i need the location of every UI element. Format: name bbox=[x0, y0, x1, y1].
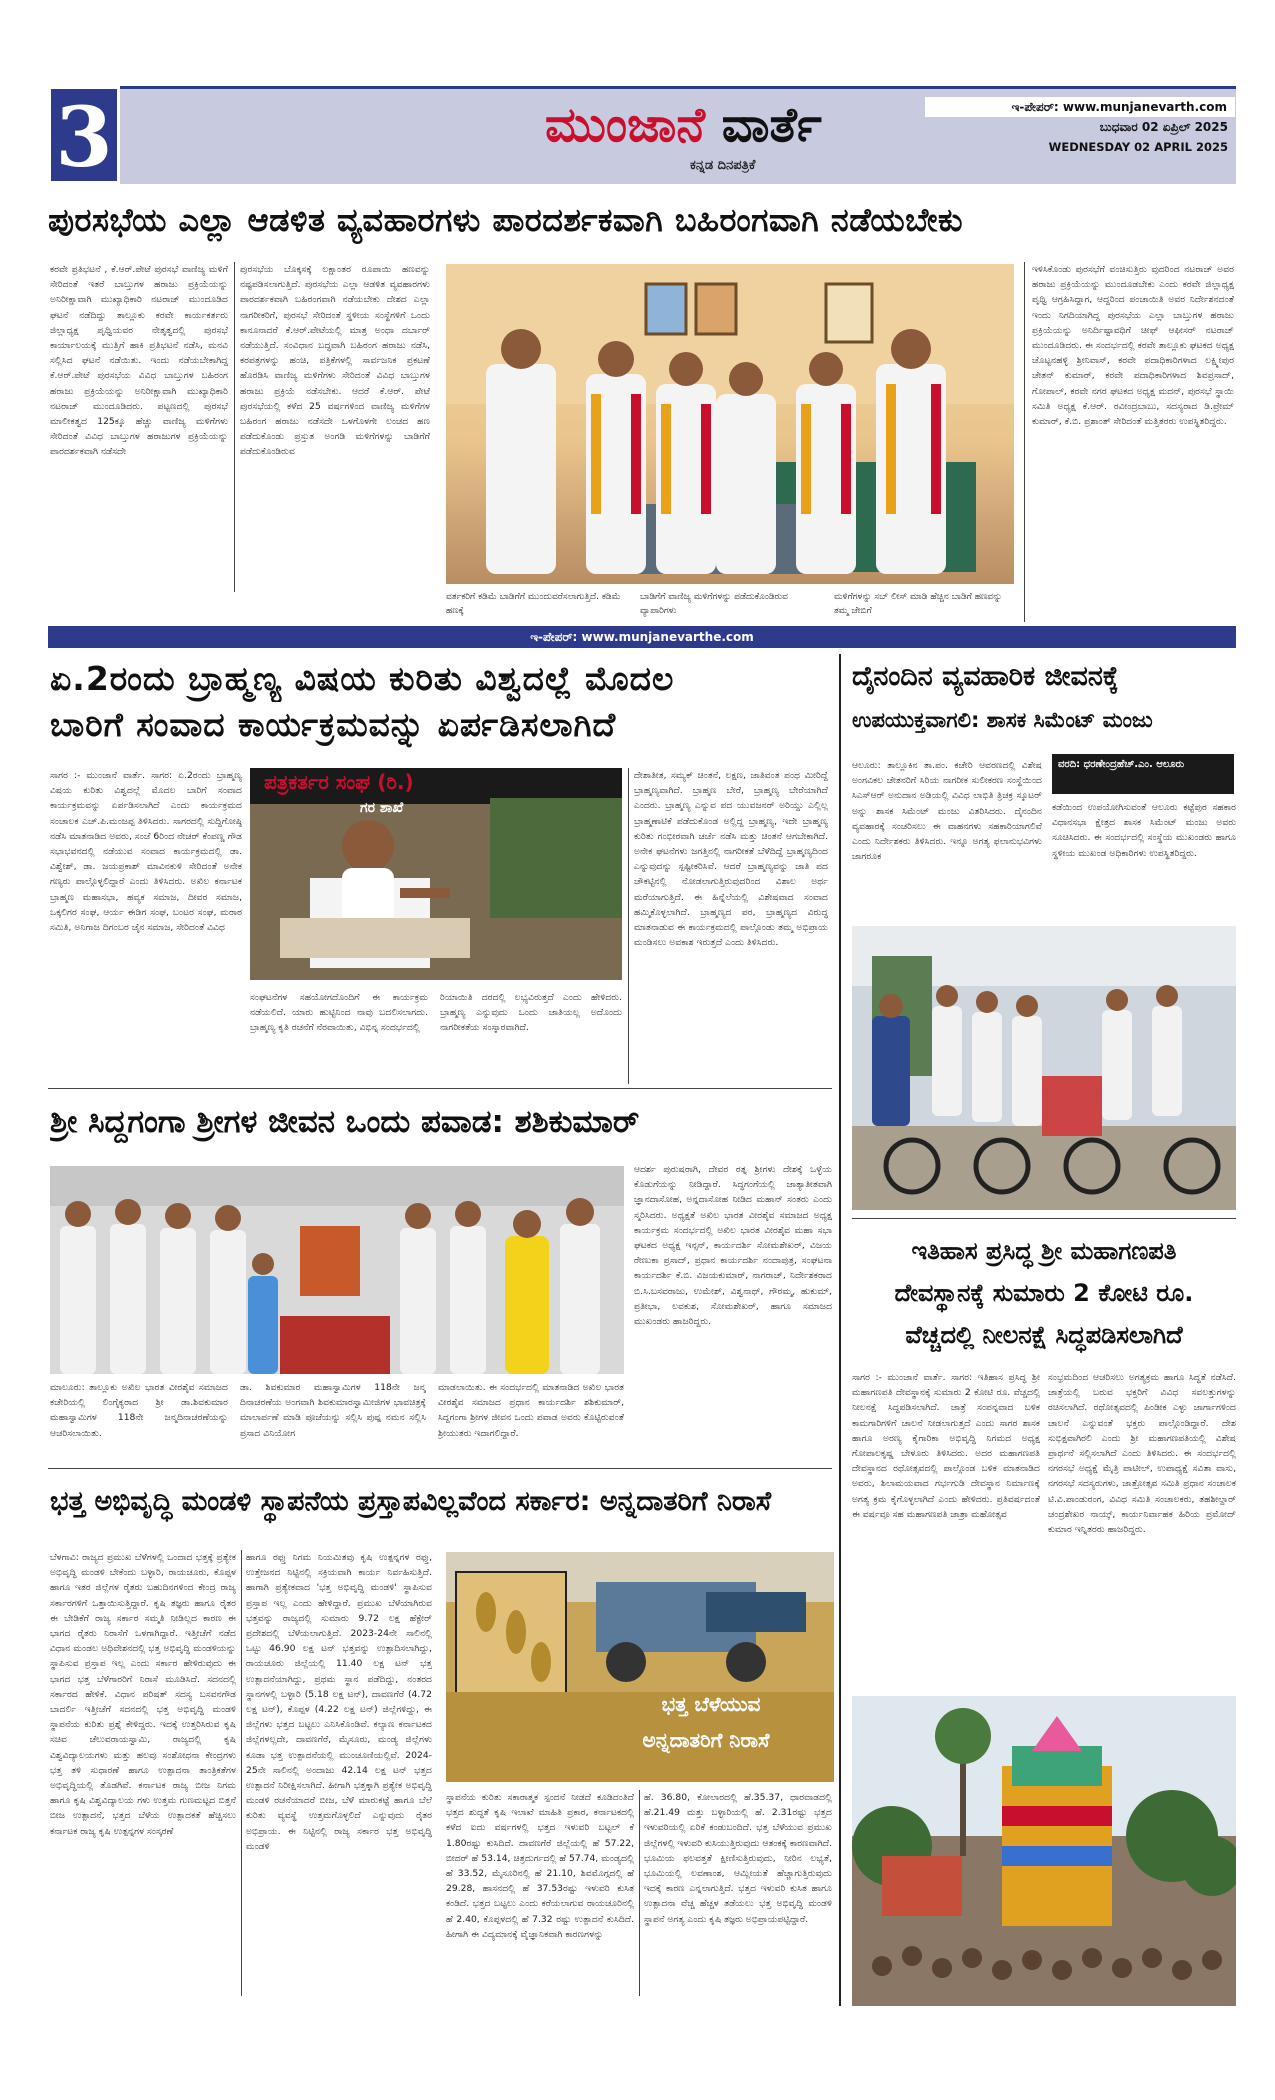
article5-col1: ಸಾಗರ :- ಮುಂಜಾನೆ ವಾರ್ತೆ. ಸಾಗರ: ಇತಿಹಾಸ ಪ್ರಸಿದ್ಧ ಶ್ರೀ ಮಹಾಗಣಪತಿ ದೇವಸ್ಥಾನಕ್ಕೆ ಸುಮಾರು 2 ಕೋಟಿ ರೂ. ವೆಚ್ಚದಲ್ಲಿ ನೀಲನಕ್ಷೆ ಸಿದ್ಧಪಡಿಸಲಾಗಿದೆ. ಜಾತ್ರೆ ಸಂಪನ್ನವಾದ ಬಳಿಕ ಕಾಮಗಾರಿಗಳಿಗೆ ಚಾಲನೆ ನೀಡಲಾಗುತ್ತದೆ ಎಂದು ಸಾಗರ ಶಾಸಕ ಹಾಗೂ ಅರಣ್ಯ ಕೈಗಾರಿಕಾ ಅಭಿವೃದ್ಧಿ ನಿಗಮದ ಅಧ್ಯಕ್ಷ ಗೋಪಾಲಕೃಷ್ಣ ಬೇಳೂರು ತಿಳಿಸಿದರು. ಅದರ ಮಹಾಗಣಪತಿ ದೇವಸ್ಥಾನದ ರಥೋತ್ಸವದಲ್ಲಿ ಪಾಲ್ಗೊಂಡ ಬಳಿಕ ಮಾತನಾಡಿದ ಅವರು, ಶಿಲಾಮಯವಾದ ಗರ್ಭಗುಡಿ ದೇವಸ್ಥಾನ ನಿರ್ಮಾಣಕ್ಕೆ ಅಗತ್ಯ ಕ್ರಮ ಕೈಗೊಳ್ಳಲಾಗಿದೆ ಎಂದು ಹೇಳಿದರು. ಪ್ರತಿವರ್ಷದಂತೆ ಈ ವರ್ಷವೂ ಸಹ ಮಹಾಗಣಪತಿ ಜಾತ್ರಾ ಮಹೋತ್ಸವ bbox=[852, 1372, 1040, 1520]
article3-photo-illustration bbox=[852, 926, 1236, 1210]
article6-col1: ಬೆಳಗಾವಿ: ರಾಜ್ಯದ ಪ್ರಮುಖ ಬೆಳೆಗಳಲ್ಲಿ ಒಂದಾದ ಭತ್ತಕ್ಕೆ ಪ್ರತ್ಯೇಕ ಅಭಿವೃದ್ಧಿ ಮಂಡಳಿ ಬೇಕೆಂದು ಬಳ್ಳಾರಿ, ರಾಯಚೂರು, ಕೊಪ್ಪಳ ಹಾಗೂ ಇತರ ಜಿಲ್ಲೆಗಳ ರೈತರು ಬಹುದಿನಗಳಿಂದ ಕೇಂದ್ರ ರಾಜ್ಯ ಸರ್ಕಾರಗಳಿಗೆ ಒತ್ತಾಯಿಸುತ್ತಿದ್ದಾರೆ. ಕೃಷಿ ತಜ್ಞರು ಹಾಗೂ ರೈತರ ಈ ಬೇಡಿಕೆಗೆ ರಾಜ್ಯ ಸರ್ಕಾರ ಸಮ್ಮತಿ ನೀಡಿಲ್ಲದ ಕಾರಣ ಈ ಭಾಗದ ರೈತರು ನಿರಾಸೆಗೆ ಒಳಗಾಗಿದ್ದಾರೆ. ಇತ್ತೀಚೆಗೆ ನಡೆದ ವಿಧಾನ ಮಂಡಲ ಅಧಿವೇಶನದಲ್ಲಿ ಭತ್ತ ಅಭಿವೃದ್ಧಿ ಮಂಡಳಿಯನ್ನು ಸ್ಥಾಪಿಸುವ ಪ್ರಸ್ತಾಪ ಇಲ್ಲ ಎಂದು ಸರ್ಕಾರ ಹೇಳಿರುವುದು ಈ ಭಾಗದ ಭತ್ತ ಬೆಳೆಗಾರರಿಗೆ ನಿರಾಸೆ ಮೂಡಿಸಿದೆ. ಸದನದಲ್ಲಿ ಸರ್ಕಾರದ ಹೇಳಿಕೆ. ವಿಧಾನ ಪರಿಷತ್ ಸದಸ್ಯ ಬಸವನಗೌಡ ಬಾದರ್ಲಿ ಇತ್ತೀಚೆಗೆ ಸದನದಲ್ಲಿ ಭತ್ತ ಅಭಿವೃದ್ಧಿ ಮಂಡಳಿ ಸ್ಥಾಪನೆಯ ಕುರಿತು ಪ್ರಶ್ನೆ ಕೇಳಿದ್ದರು. ಇದಕ್ಕೆ ಉತ್ತರಿಸಿರುವ ಕೃಷಿ ಸಚಿವ ಚೆಲುವರಾಯಸ್ವಾಮಿ, ರಾಜ್ಯದಲ್ಲಿ ಕೃಷಿ ವಿಶ್ವವಿದ್ಯಾಲಯಗಳು ಮತ್ತು ಹಲವು ಸಂಶೋಧನಾ ಕೇಂದ್ರಗಳು ಭತ್ತ ತಳಿ ಸುಧಾರಣೆ ಹಾಗೂ ಉತ್ಪಾದನಾ ತಾಂತ್ರಿಕತೆಗಳ ಅಭಿವೃದ್ಧಿಯಲ್ಲಿ ತೊಡಗಿವೆ. ಕರ್ನಾಟಕ ರಾಜ್ಯ ಬೀಜ ನಿಗಮ ಹಾಗೂ ಕೃಷಿ ವಿಶ್ವವಿದ್ಯಾಲಯ ಗಳು ಉತ್ತಮ ಗುಣಮಟ್ಟದ ಬಿತ್ತನೆ ಬೀಜ ಉತ್ಪಾದನೆ, ಭತ್ತದ ಬೆಳೆಯ ಉತ್ಪಾದಕತೆ ಹೆಚ್ಚಿಸಲು ಕರ್ನಾಟಕ ರಾಜ್ಯ ಕೃಷಿ ಉತ್ಪನ್ನಗಳ ಸಂಸ್ಕರಣೆ bbox=[50, 1552, 236, 1837]
article5-photo bbox=[852, 1696, 1236, 2006]
article2-col1: ಸಾಗರ :- ಮುಂಜಾನೆ ವಾರ್ತೆ. ಸಾಗರ: ಏ.2ರಂದು ಬ್ರಾಹ್ಮಣ್ಯ ವಿಷಯ ಕುರಿತು ವಿಶ್ವದಲ್ಲೆ ಮೊದಲ ಬಾರಿಗೆ ಸಂವಾದ ಕಾರ್ಯಕ್ರಮವನ್ನು ಏರ್ಪಡಿಸಲಾಗಿದೆ ಎಂದು ಕಾರ್ಯಕ್ರಮದ ಸಂಚಾಲಕ ಎಚ್.ಪಿ.ಮಂಜಪ್ಪ ತಿಳಿಸಿದರು. ಸಾಗರದಲ್ಲಿ ಸುದ್ದಿಗೋಷ್ಠಿ ನಡೆಸಿ ಮಾತನಾಡಿದ ಅವರು, ಸಂಜೆ 6ರಿಂದ ನೇಚರ್ ಕೆಂಪಣ್ಣ ಗೌಡ ಸಭಾಭವನದಲ್ಲಿ ನಡೆಯುವ ಸಂವಾದ ಕಾರ್ಯಕ್ರಮದಲ್ಲಿ ಡಾ. ವಿಶ್ವೇಶ್, ಡಾ. ಜಯಪ್ರಕಾಶ್ ಮಾವಿನಕುಳಿ ಸೇರಿದಂತೆ ಅನೇಕ ಗಣ್ಯರು ಪಾಲ್ಗೊಳ್ಳಲಿದ್ದಾರೆ ಎಂದು ತಿಳಿಸಿದರು. ಅಖಿಲ ಕರ್ನಾಟಕ ಬ್ರಾಹ್ಮಣ ಮಹಾಸಭಾ, ಹವ್ಯಕ ಸಮಾಜ, ದೀವರ ಸಮಾಜ, ಒಕ್ಕಲಿಗರ ಸಂಘ, ಆರ್ಯ ಈಡಿಗ ಸಂಘ, ಬಂಟರ ಸಂಘ, ಮರಾಠ ಸಮಿತಿ, ಅನಿಗಾಜ ದಿಗಂಬರ ಜೈನ ಸಮಾಜ, ಸೇರಿದಂತೆ ವಿವಿಧ bbox=[50, 770, 242, 934]
section-rule bbox=[48, 1468, 832, 1469]
article4-photo-illustration bbox=[50, 1166, 624, 1374]
article2-headline-line2: ಬಾರಿಗೆ ಸಂವಾದ ಕಾರ್ಯಕ್ರಮವನ್ನು ಏರ್ಪಡಿಸಲಾಗಿದೆ bbox=[50, 705, 617, 744]
article6-col3: ಸ್ಥಾಪನೆಯ ಕುರಿತು ಸಕಾರಾತ್ಮಕ ಸ್ಪಂದನೆ ನೀಡದೆ ಕೂಡಿದಂತಿದೆ ಭತ್ತದ ಶುದ್ಧತೆ ಕೃಷಿ ಇಲಾಖೆ ಮಾಹಿತಿ ಪ್ರಕಾರ, ಕರ್ನಾಟಕದಲ್ಲಿ ಕಳೆದ ಐದು ವರ್ಷಗಳಲ್ಲಿ ಭತ್ತದ ಇಳುವರಿ ಬಟ್ಟಲ್ ಕೆ 1.80ರಷ್ಟು ಕುಸಿದಿದೆ. ದಾವಣಗೆರೆ ಜಿಲ್ಲೆಯಲ್ಲಿ ಹೆ 57.22, ಬೀದರ್ ಹೆ 53.14, ಚಿತ್ರದುರ್ಗದಲ್ಲಿ ಹೆ 57.74, ಮಂಡ್ಯದಲ್ಲಿ ಹೆ 33.52, ಮೈಸೂರಿನಲ್ಲಿ ಹೆ 21.10, ಶಿವಮೊಗ್ಗದಲ್ಲಿ ಹೆ 29.28, ಹಾಸನದಲ್ಲಿ ಹೆ 37.53ರಷ್ಟು ಇಳುವರಿ ಕುಸಿತ ಕಂಡಿದೆ. ಭತ್ತದ ಬಟ್ಟಲು ಎಂದು ಕರೆಯಲಾಗುವ ರಾಯಚೂರಿನಲ್ಲಿ ಹೆ 2.40, ಕೊಪ್ಪಳದಲ್ಲಿ ಹೆ 7.32 ರಷ್ಟು ಉತ್ಪಾದನೆ ಕುಸಿದಿದೆ. ಹೀಗಾಗಿ ಈ ವಿದ್ಯಮಾನಕ್ಕೆ ವೈಜ್ಞಾನಿಕವಾಗಿ ಕಾರಣಗಳನ್ನು bbox=[446, 1792, 634, 1940]
epaper-bar-label: ಇ-ಪೇಪರ್: bbox=[530, 630, 578, 644]
article6-photo-text2: ಅನ್ನದಾತರಿಗೆ ನಿರಾಸೆ bbox=[642, 1728, 770, 1752]
column-divider bbox=[241, 1550, 242, 1996]
article4-col3: ಮಾಡಲಾಯಿತು. ಈ ಸಂದರ್ಭದಲ್ಲಿ ಮಾತನಾಡಿದ ಅಖಿಲ ಭಾರತ ವೀರಶೈವ ಸಮಾಜದ ಪ್ರಧಾನ ಕಾರ್ಯದರ್ಶಿ ಶಶಿಕುಮಾರ್, ಸಿದ್ದಗಂಗಾ ಶ್ರೀಗಳ ಜೀವನ ಒಂದು ಪವಾಡ ಅವರು ಕೊಟ್ಟಿರುವಂತೆ ಶ್ರೀಯುತರು ಇದಾಗಲಿದ್ದಾರೆ. bbox=[438, 1382, 624, 1439]
article1-caption-2: ಬಾಡಿಗೆಗೆ ವಾಣಿಜ್ಯ ಮಳಿಗೆಗಳನ್ನು ಪಡೆದುಕೊಂಡಿರುವ ವ್ಯಾಪಾರಿಗಳು bbox=[640, 592, 788, 616]
article6-headline: ಭತ್ತ ಅಭಿವೃದ್ಧಿ ಮಂಡಳಿ ಸ್ಥಾಪನೆಯ ಪ್ರಸ್ತಾಪವಿಲ್ಲವೆಂದ ಸರ್ಕಾರ: ಅನ್ನದಾತರಿಗೆ ನಿರಾಸೆ bbox=[50, 1486, 772, 1517]
article3-col2: ಕಡೆಯಿಂದ ಉಪಯೋಗಿಸುವಂತೆ ಆಲೂರು ಕಟ್ಟೆಪುರ ಸಹಕಾರ ವಿಧಾನಸಭಾ ಕ್ಷೇತ್ರದ ಶಾಸಕ ಸಿಮೆಂಟ್ ಮಂಜು ಅವರು ಸೂಚಿಸಿದರು. ಈ ಸಂದರ್ಭದಲ್ಲಿ ಸಂಸ್ಥೆಯ ಮುಖಂಡರು ಹಾಗೂ ಸ್ಥಳೀಯ ಮುಖಂಡ ಅಧಿಕಾರಿಗಳು ಉಪಸ್ಥಿತರಿದ್ದರು. bbox=[1052, 802, 1236, 859]
article3-byline: ವರದಿ: ಧರಣೇಂದ್ರಹೆಚ್.ಎಂ. ಆಲೂರು bbox=[1052, 754, 1234, 794]
article2-col4: ದೇಶಾತೀತ, ಸಮ್ಯಕ್ ಚಿಂತನೆ, ಲಕ್ಷಣ, ಜಾತಿವಂತ ಪಂಥ ಮೀರಿದ್ದೆ ಬ್ರಾಹ್ಮಣ್ಯವಾಗಿದೆ. ಬ್ರಾಹ್ಮಣ ಬೇರೆ, ಬ್ರಾಹ್ಮಣ್ಯ ಬೇರೆಯಾಗಿದೆ ಎಂದರು. ಬ್ರಾಹ್ಮಣ್ಯ ಎನ್ನುವ ಪದ ಯುವಜನರ್ ಅರಿಯ್ದು ಎಲ್ಲಿಲ್ಲ ಬ್ರಾಹ್ಮಣಾಟಿಕೆ ಪಡೆದುಕೊಂಡ ಅಲ್ಲಿದ್ದ ಬ್ರಾಹ್ಮಣ್ಯ, ಇದೇ ಬ್ರಾಹ್ಮಣ್ಯ ಕುರಿತು ಗಂಭೀರವಾಗಿ ಚರ್ಚೆ ನಡೆಸಿ ಮತ್ತು ಚಿಂತನೆ ಆಗಬೇಕಾಗಿದೆ. ಅನೇಕ ಘಟನೆಗಳು ಜಗತ್ತಿನಲ್ಲಿ ನಾಗರೀಕತೆ ಬೆಳೆದಿದ್ದೆ ಬ್ರಾಹ್ಮಣ್ಯದಿಂದ ಎನ್ನುವುದನ್ನು ಸ್ಪಷ್ಟೀಕರಿಸಿವೆ. ಆದರೆ ಬ್ರಾಹ್ಮಣ್ಯವನ್ನು ಜಾತಿ ಪದ ಚೌಕಟ್ಟಿನಲ್ಲಿ ನೋಡಲಾಗುತ್ತಿರುವುದರಿಂದ ವಿಶಾಲ ಅರ್ಥ ಮರೆಯಾಗುತ್ತಿದೆ. ಈ ಹಿನ್ನೆಲೆಯಲ್ಲಿ ವಿಶೇಷವಾದ ಸಂವಾದ ಹಮ್ಮಿಕೊಳ್ಳಲಾಗಿದೆ. ಬ್ರಾಹ್ಮಣ್ಯದ ಪರ, ಬ್ರಾಹ್ಮಣ್ಯದ ವಿರುದ್ಧ ಮಾತನಾಡುವ ಈ ಕಾರ್ಯಕ್ರಮದಲ್ಲಿ ಪಾಲ್ಗೊಂಡು ತಮ್ಮ ಅಭಿಪ್ರಾಯ ಮಂಡಿಸಲು ಅವಕಾಶ ಇರುತ್ತದೆ ಎಂದು ತಿಳಿಸಿದರು. bbox=[634, 770, 828, 949]
article1-headline: ಪುರಸಭೆಯ ಎಲ್ಲಾ ಆಡಳಿತ ವ್ಯವಹಾರಗಳು ಪಾರದರ್ಶಕವಾಗಿ ಬಹಿರಂಗವಾಗಿ ನಡೆಯಬೇಕು bbox=[48, 201, 964, 239]
article3-col1: ಆಲೂರು: ತಾಲ್ಲೂಕಿನ ತಾ.ಪಂ. ಕಚೇರಿ ಆವರಣದಲ್ಲಿ ವಿಶೇಷ ಅಂಗವಿಕಲ ಚೇತನರಿಗೆ ಸಿರಿಯ ನಾಗರೀಕ ಸುಲೀಕರಣ ಸಂಸ್ಥೆಯಿಂದ ಸಿಎಸ್‌ಆರ್ ಅನುದಾನ ಅಡಿಯಲ್ಲಿ ವಿವಿಧ ಲಾಭಿತಿ ತ್ರಿಚಕ್ರ ಸ್ಕೂಟರ್ ಅನ್ನು ಶಾಸಕ ಸಿಮೆಂಟ್ ಮಂಜು ವಿತರಿಸಿದರು. ದೈನಂದಿನ ವ್ಯವಹಾರಕ್ಕೆ ಸಂಚರಿಸಲು ಈ ವಾಹನಗಳು ಸಹಕಾರಿಯಾಗಲಿವೆ ಎಂದು ನಿರ್ದೇಶಕರು ತಿಳಿಸಿದರು. ಇನ್ನೂ ಅಗತ್ಯ ಫಲಾನುಭವಿಗಳು ಜಾಗರೂಕ bbox=[852, 760, 1042, 863]
masthead-epaper-label: ಇ-ಪೇಪರ್: bbox=[1011, 100, 1059, 114]
masthead-title-part1: ಮುಂಜಾನೆ bbox=[545, 97, 705, 153]
article1-photo bbox=[446, 264, 1014, 584]
article3-photo bbox=[852, 926, 1236, 1210]
masthead-epaper bbox=[925, 97, 1235, 117]
article4-col1: ಮಾಲೂರು: ತಾಲ್ಲೂಕು ಅಖಿಲ ಭಾರತ ವೀರಶೈವ ಸಮಾಜದ ಕಚೇರಿಯಲ್ಲಿ ಲಿಂಗೈಕ್ಯರಾದ ಶ್ರೀ ಡಾ.ಶಿವಕುಮಾರ ಮಹಾಸ್ವಾಮಿಗಳ 118ನೇ ಜನ್ಮದಿನಾಚರಣೆಯನ್ನು ಆಚರಿಸಲಾಯಿತು. bbox=[50, 1382, 228, 1439]
article4-col2: ಡಾ. ಶಿವಕುಮಾರ ಮಹಾಸ್ವಾಮಿಗಳ 118ನೇ ಜನ್ಮ ದಿನಾಚರಣೆಯ ಅಂಗವಾಗಿ ಶಿವಕುಮಾರಸ್ವಾಮೀಜಿಗಳ ಭಾವಚಿತ್ರಕ್ಕೆ ಮಾಲಾರ್ಪಣೆ ಮಾಡಿ ಪೂಜೆಯನ್ನು ಸಲ್ಲಿಸಿ ಪುಷ್ಪ ನಮನ ಸಲ್ಲಿಸಿ ಪ್ರಸಾದ ವಿನಿಯೋಗ bbox=[240, 1382, 426, 1439]
article1-photo-illustration bbox=[446, 264, 1014, 584]
article1-col1: ಕರವೇ ಪ್ರತಿಭಟನೆ , ಕೆ.ಆರ್.ಪೇಟೆ ಪುರಸಭೆ ವಾಣಿಜ್ಯ ಮಳಿಗೆ ಸೇರಿದಂತೆ ಇತರೆ ಬಾಬ್ತುಗಳ ಹರಾಜು ಪ್ರಕ್ರಿಯೆಯನ್ನು ಅನಿರೀಕ್ಷಾವಾಗಿ ಮುಖ್ಯಾಧಿಕಾರಿ ನಟರಾಜ್ ಮುಂದೂಡಿದ ಘಟನೆ ನಡೆದಿದ್ದು ತಾಲ್ಲೂಕು ಕರವೇ ಕಾರ್ಯಕರ್ತರು ಜಿಲ್ಲಾಧ್ಯಕ್ಷ ಪೃಥ್ವಿಯವರ ನೇತೃತ್ವದಲ್ಲಿ ಪುರಸಭೆ ಕಾರ್ಯಾಲಯಕ್ಕೆ ಮುತ್ತಿಗೆ ಹಾಕಿ ಪ್ರತಿಭಟನೆ ನಡೆಸಿ, ಮನವಿ ಸಲ್ಲಿಸಿದ ಘಟನೆ ನಡೆಯಿತು. ಇಂದು ನಡೆಯಬೇಕಾಗಿದ್ದ ಕೆ.ಆರ್.ಪೇಟೆ ಪುರಸಭೆಯ ವಿವಿಧ ಬಾಬ್ತುಗಳ ಬಹಿರಂಗ ಹರಾಜು ಪ್ರಕ್ರಿಯೆಯನ್ನು ಅನಿರೀಕ್ಷಾವಾಗಿ ಮುಖ್ಯಾಧಿಕಾರಿ ನಟರಾಜ್ ಮುಂದೂಡಿದರು. ಪಟ್ಟಣದಲ್ಲಿ ಪುರಸಭೆ ಮಾಲೀಕತ್ವದ 125ಕ್ಕೂ ಹೆಚ್ಚು ವಾಣಿಜ್ಯ ಮಳಿಗೆಗಳು ಸೇರಿದಂತೆ ವಿವಿಧ ಬಾಬ್ತುಗಳ ಹರಾಜುಗಳ ಪ್ರಕ್ರಿಯೆಯನ್ನು ಪಾರದರ್ಶಕವಾಗಿ ನಡೆಸದೇ bbox=[50, 264, 228, 458]
article6-col2: ಹಾಗೂ ರಫ್ತು ನಿಗಮ ನಿಯಮಿತವು ಕೃಷಿ ಉತ್ಪನ್ನಗಳ ರಫ್ತು, ಉತ್ತೇಜನದ ನಿಟ್ಟಿನಲ್ಲಿ ಸಕ್ರಿಯವಾಗಿ ಕಾರ್ಯ ನಿರ್ವಹಿಸುತ್ತಿದೆ. ಹಾಗಾಗಿ ಪ್ರತ್ಯೇಕವಾದ 'ಭತ್ತ ಅಭಿವೃದ್ಧಿ ಮಂಡಳಿ' ಸ್ಥಾಪಿಸುವ ಪ್ರಸ್ತಾಪ ಇಲ್ಲ ಎಂದು ಹೇಳಿದ್ದಾರೆ. ಪ್ರಮುಖ ಬೆಳೆಯಾಗಿರುವ ಭತ್ತವನ್ನು ರಾಜ್ಯದಲ್ಲಿ ಸುಮಾರು 9.72 ಲಕ್ಷ ಹೆಕ್ಟೇರ್ ಪ್ರದೇಶದಲ್ಲಿ ಬೆಳೆಯಲಾಗುತ್ತಿದೆ. 2023-24ನೇ ಸಾಲಿನಲ್ಲಿ ಒಟ್ಟು 46.90 ಲಕ್ಷ ಟನ್ ಭತ್ತವನ್ನು ಉತ್ಪಾದಿಸಲಾಗಿದ್ದು, ರಾಯಚೂರು ಜಿಲ್ಲೆಯಲ್ಲಿ 11.40 ಲಕ್ಷ ಟನ್ ಭತ್ತ ಉತ್ಪಾದನೆಯಾಗಿದ್ದು, ಪ್ರಥಮ ಸ್ಥಾನ ಪಡೆದಿದ್ದು, ನಂತರದ ಸ್ಥಾನಗಳಲ್ಲಿ ಬಳ್ಳಾರಿ (5.18 ಲಕ್ಷ ಟನ್), ದಾವಣಗೆರೆ (4.72 ಲಕ್ಷ ಟನ್), ಕೊಪ್ಪಳ (4.22 ಲಕ್ಷ ಟನ್) ಜಿಲ್ಲೆಗಳಿದ್ದು, ಈ ಜಿಲ್ಲೆಗಳು ಭತ್ತದ ಬಟ್ಟಲು ಎನಿಸಿಕೊಂಡಿವೆ. ಕಲ್ಯಾಣ ಕರ್ನಾಟಕದ ಜಿಲ್ಲೆಗಳಲ್ಲದೇ, ದಾವಣಗೆರೆ, ಮೈಸೂರು, ಮಂಡ್ಯ ಜಿಲ್ಲೆಗಳು ಕೂಡಾ ಭತ್ತ ಉತ್ಪಾದನೆಯಲ್ಲಿ ಮುಂಚೂಣಿಯಲ್ಲಿವೆ. 2024-25ನೇ ಸಾಲಿನಲ್ಲಿ ಅಂದಾಜು 42.14 ಲಕ್ಷ ಟನ್ ಭತ್ತದ ಉತ್ಪಾದನೆ ನಿರೀಕ್ಷಿಸಲಾಗಿದೆ. ಹೀಗಾಗಿ ಭತ್ತಕ್ಕಾಗಿ ಪ್ರತ್ಯೇಕ ಅಭಿವೃದ್ಧಿ ಮಂಡಳಿ ರಚನೆಯಾದರೆ ಬೀಜ, ಬೆಳೆ ಮಾರುಕಟ್ಟೆ ಹಾಗೂ ಬೆಲೆ ಕುರಿತು ವ್ಯವಸ್ಥೆ ಉತ್ತಮಗೊಳ್ಳಲಿದೆ ಎನ್ನುವುದು ರೈತರ ಅಭಿಪ್ರಾಯ. ಈ ನಿಟ್ಟಿನಲ್ಲಿ ರಾಜ್ಯ ಸರ್ಕಾರ ಭತ್ತ ಅಭಿವೃದ್ಧಿ ಮಂಡಳಿ bbox=[246, 1552, 432, 1852]
article5-photo-illustration bbox=[852, 1696, 1236, 2006]
column-divider bbox=[1024, 262, 1025, 622]
article1-caption-3: ಮಳಿಗೆಗಳನ್ನು ಸಬ್ ಲೀಸ್ ಮಾಡಿ ಹೆಚ್ಚಿನ ಬಾಡಿಗೆ ಹಣವನ್ನು ತಮ್ಮ ಜೇಬಿಗೆ bbox=[834, 592, 1003, 616]
article2-headline-line1: ಏ.2ರಂದು ಬ್ರಾಹ್ಮಣ್ಯ ವಿಷಯ ಕುರಿತು ವಿಶ್ವದಲ್ಲೆ ಮೊದಲ bbox=[50, 659, 675, 698]
masthead-subtitle: ಕನ್ನಡ ದಿನಪತ್ರಿಕೆ bbox=[690, 158, 756, 173]
masthead-date-kannada: ಬುಧವಾರ 02 ಏಪ್ರಿಲ್ 2025 bbox=[1099, 120, 1228, 134]
epaper-bar bbox=[48, 626, 1236, 648]
column-divider bbox=[628, 768, 629, 1084]
article6-photo bbox=[446, 1552, 834, 1782]
article5-headline-line3: ವೆಚ್ಚದಲ್ಲಿ ನೀಲನಕ್ಷೆ ಸಿದ್ಧಪಡಿಸಲಾಗಿದೆ bbox=[905, 1321, 1183, 1349]
article6-col4: ಹೆ. 36.80, ಕೋಲಾರದಲ್ಲಿ ಹೆ.35.37, ಧಾರವಾಡದಲ್ಲಿ ಹೆ.21.49 ಮತ್ತು ಬಳ್ಳಾರಿಯಲ್ಲಿ ಹೆ. 2.31ರಷ್ಟು ಭತ್ತದ ಇಳುವರಿಯಲ್ಲಿ ಏರಿಕೆ ಕಂಡುಬಂದಿದೆ. ಭತ್ತ ಬೆಳೆಯುವ ಪ್ರಮುಖ ಜಿಲ್ಲೆಗಳಲ್ಲಿ ಇಳುವರಿ ಕುಸಿಯುತ್ತಿರುವುದು ಆತಂಕಕ್ಕೆ ಕಾರಣವಾಗಿದೆ. ಭೂಮಿಯ ಫಲವತ್ತತೆ ಕ್ಷೀಣಿಸುತ್ತಿರುವುದು, ನೀರಿನ ಲಭ್ಯತೆ, ಭೂಮಿಯಲ್ಲಿ ಲವಣಾಂಶ, ಆಮ್ಲೀಯತೆ ಹೆಚ್ಚಾಗುತ್ತಿರುವುದು ಇದಕ್ಕೆ ಕಾರಣ ಎನ್ನಲಾಗುತ್ತಿದೆ. ಭತ್ತದ ಇಳುವರಿ ಕುಸಿತ ಹಾಗೂ ಉತ್ಪಾದನಾ ವೆಚ್ಚ ಹೆಚ್ಚಳ ತಡೆಯಲು ಭತ್ತ ಅಭಿವೃದ್ಧಿ ಮಂಡಳಿ ಸ್ಥಾಪನೆ ಅಗತ್ಯ ಎಂದು ಕೃಷಿ ತಜ್ಞರು ಅಭಿಪ್ರಾಯಪಟ್ಟಿದ್ದಾರೆ. bbox=[644, 1792, 832, 1925]
article2-col2: ಸಂಘಟನೆಗಳ ಸಹಯೋಗದೊಂದಿಗೆ ಈ ಕಾರ್ಯಕ್ರಮ ನಡೆಯಲಿದೆ. ಯಾರು ಹುಟ್ಟಿನಿಂದ ನಾವು ಬದಲಿಸಲಾಗದು. ಬ್ರಾಹ್ಮಣ್ಯ ಕೃತಿ ರಚನೆಗೆ ನೆರವಾಯಿತು, ವಿಭಿನ್ನ ಸಂದರ್ಭದಲ್ಲಿ bbox=[250, 992, 428, 1034]
masthead-title bbox=[545, 90, 905, 160]
article2-photo-banner2: ಗರ ಶಾಖೆ bbox=[360, 800, 404, 816]
masthead-epaper-url[interactable]: www.munjanevarth.com bbox=[1062, 100, 1227, 114]
article6-photo-text1: ಭತ್ತ ಬೆಳೆಯುವ bbox=[661, 1692, 761, 1716]
article4-photo bbox=[50, 1166, 624, 1374]
article4-col-right: ಆದರ್ಶ ಪುರುಷರಾಗಿ, ದೇವರ ರತ್ನ ಶ್ರೀಗಳು ದೇಶಕ್ಕೆ ಒಳ್ಳೆಯ ಕೊಡುಗೆಯನ್ನು ನೀಡಿದ್ದಾರೆ. ಸಿದ್ಧಗಂಗೆಯಲ್ಲಿ ಜಾತ್ಯಾತೀತವಾಗಿ ಜ್ಞಾನದಾಸೋಹ, ಅನ್ನದಾಸೋಹ ನೀಡಿದ ಮಹಾನ್ ಸಂತರು ಎಂದು ಸ್ಮರಿಸಿದರು. ಅಧ್ಯಕ್ಷತೆ ಅಖಿಲ ಭಾರತ ವೀರಶೈವ ಸಮಾಜದ ಅಧ್ಯಕ್ಷ ಕಾರ್ಯಕ್ರಮ ಸಂದರ್ಭದಲ್ಲಿ ಅಖಿಲ ಭಾರತ ವೀರಶೈವ ಮಹಾ ಸಭಾ ಘಟಕದ ಅಧ್ಯಕ್ಷ ಇನ್ಸನ್, ಕಾರ್ಯದರ್ಶಿ ಸೋಮಶೇಖರ್, ವಿಜಯ ರೇಣುಕಾ ಪ್ರಸಾದ್, ಪ್ರಧಾನ ಕಾರ್ಯದರ್ಶಿ ನಂದಾಪುತ್ರ, ಸಂಘಟನಾ ಕಾರ್ಯದರ್ಶಿ ಕೆ.ಬಿ. ವಿಜಯಕುಮಾರ್, ನಾಗರಾಜ್, ನಿರ್ದೇಶಕರಾದ ಬಿ.ಸಿ.ಬಸವರಾಜು, ಉಮೇಶ್, ವಿಶ್ವನಾಥ್, ಗೌರಮ್ಮ, ಹುಕುಮ್, ಪ್ರತೀಭಾ, ಲವಕುಶ, ಸೋಮಶೇಖರ್, ಹಾಗೂ ಸಮಾಜದ ಮುಖಂಡರು ಹಾಜರಿದ್ದರು. bbox=[634, 1164, 832, 1328]
article5-headline-line2: ದೇವಸ್ಥಾನಕ್ಕೆ ಸುಮಾರು 2 ಕೋಟಿ ರೂ. bbox=[894, 1279, 1194, 1307]
masthead-date-english: WEDNESDAY 02 APRIL 2025 bbox=[1048, 140, 1228, 154]
article1-caption-1: ವರ್ತಕರಿಗೆ ಕಡಿಮೆ ಬಾಡಿಗೆಗೆ ಮುಂದುವರೆಸಲಾಗುತ್ತಿದೆ. ಕಡಿಮೆ ಹಣಕ್ಕೆ bbox=[446, 592, 621, 616]
article2-photo-banner: ಪತ್ರಕರ್ತರ ಸಂಘ (ರಿ.) bbox=[264, 770, 414, 794]
article4-headline: ಶ್ರೀ ಸಿದ್ದಗಂಗಾ ಶ್ರೀಗಳ ಜೀವನ ಒಂದು ಪವಾಡ: ಶಶಿಕುಮಾರ್ bbox=[50, 1104, 640, 1140]
article1-col3: ಇಳಿಸಿಕೊಂಡು ಪುರಸಭೆಗೆ ವಂಚಿಸುತ್ತಿರು ವುದರಿಂದ ನಟರಾಜ್ ಅವರ ಹರಾಜು ಪ್ರಕ್ರಿಯೆಯನ್ನು ಮುಂದೂಡಬೇಕು ಎಂದು ಕರವೇ ಜಿಲ್ಲಾಧ್ಯಕ್ಷ ಪೃಥ್ವಿ ಆಗ್ರಹಿಸಿದ್ದಾಗ, ಆದ್ದರಿಂದ ಪಂಚಾಯಿತಿ ಅವರ ನಿರ್ದೇಶನದಂತೆ ಇಂದು ನಿಗದಿಯಾಗಿದ್ದ ಪುರಸಭೆಯ ಎಲ್ಲಾ ಬಾಬ್ತುಗಳ ಹರಾಜು ಪ್ರಕ್ರಿಯೆಯನ್ನು ಅನಿರ್ದಿಷ್ಟಾವಧಿಗೆ ಚೀಫ್ ಆಫೀಸರ್ ನಟರಾಜ್ ಮುಂದೂಡಿದರು. ಈ ಸಂದರ್ಭದಲ್ಲಿ ಕರವೇ ತಾಲ್ಲೂಕು ಘಟಕದ ಅಧ್ಯಕ್ಷ ಚೊಟ್ಟನಹಳ್ಳಿ ಶ್ರೀನಿವಾಸ್, ಕರವೇ ಪದಾಧಿಕಾರಿಗಳಾದ ಲಕ್ಷ್ಮೀಪುರ ಚೇತನ್ ಕುಮಾರ್, ಕರವೇ ಪದಾಧಿಕಾರಿಗಳಾದ ಶಿವಪ್ರಸಾದ್, ಗೋಪಾಲ್, ಕರವೇ ನಗರ ಘಟಕದ ಅಧ್ಯಕ್ಷ ಮದನ್, ಪುರಸಭೆ ಸ್ಥಾಯಿ ಸಮಿತಿ ಅಧ್ಯಕ್ಷ ಕೆ.ಆರ್. ರವೀಂದ್ರಬಾಬು, ಸದಸ್ಯರಾದ ಡಿ.ಪ್ರೇಮ್ ಕುಮಾರ್, ಕೆ.ಬಿ. ಪ್ರಶಾಂತ್ ಸೇರಿದಂತೆ ಮತ್ತಿತರರು ಉಪಸ್ಥಿತರಿದ್ದರು. bbox=[1032, 264, 1234, 428]
section-rule bbox=[852, 1218, 1236, 1219]
column-divider bbox=[234, 262, 235, 592]
section-divider bbox=[839, 654, 841, 2006]
epaper-bar-url[interactable]: www.munjanevarthe.com bbox=[581, 630, 754, 644]
masthead-title-part2: ವಾರ್ತೆ bbox=[721, 97, 822, 153]
article3-headline-line2: ಉಪಯುಕ್ತವಾಗಲಿ: ಶಾಸಕ ಸಿಮೆಂಟ್ ಮಂಜು bbox=[852, 708, 1153, 732]
section-rule bbox=[48, 1088, 832, 1089]
article2-photo bbox=[250, 768, 622, 980]
article5-col2: ಸಂಭ್ರಮದಿಂದ ಆಚರಿಸಲು ಅಗತ್ಯಕ್ರಮ ಹಾಗೂ ಸಿದ್ಧತೆ ನಡೆಸಿದೆ. ಜಾತ್ರೆಯಲ್ಲಿ ಬರುವ ಭಕ್ತರಿಗೆ ವಿವಿಧ ಸವಲತ್ತುಗಳನ್ನು ರಚಿಸಲಾಗಿದೆ. ರಥೋತ್ಸವದಲ್ಲಿ ಪಿಂಡೀಕ ಎಳ್ಳು ಜಾರ್ಗಾಗಳಿಂದ ಚಾಲನೆ ಎನ್ನುವಂತೆ ಭಕ್ತರು ಪಾಲ್ಗೊಂಡಿದ್ದಾರೆ. ದೇಶ ಸುಭಿಕ್ಷವಾಗಿರಲಿ ಎಂದು ಶ್ರೀ ಮಹಾಗಣಪತಿಯಲ್ಲಿ ವಿಶೇಷ ಪ್ರಾರ್ಥನೆ ಸಲ್ಲಿಸಲಾಗಿದೆ ಎಂದು ತಿಳಿಸಿದರು. ಈ ಸಂದರ್ಭದಲ್ಲಿ ನಗರಸಭೆ ಅಧ್ಯಕ್ಷೆ ಮೈತ್ರಿ ಪಾಟೀಲ್, ಉಪಾಧ್ಯಕ್ಷೆ ಸವಿತಾ ವಾಸು, ನಗರಸಭೆ ಸದಸ್ಯರುಗಳು, ಜಾತ್ರೋತ್ಸವ ಸಮಿತಿ ಪ್ರಧಾನ ಸಂಚಾಲಕ ಟಿ.ವಿ.ಪಾಂಡುರಂಗ, ವಿವಿಧ ಸಮಿತಿ ಸಂಚಾಲಕರು, ತಹಶೀಲ್ದಾರ್ ಚಂದ್ರಶೇಖರ ನಾಯ್ಕ್, ಕಾರ್ಯನಿರ್ವಾಹಕ ಹಿರಿಯ ಪ್ರಮೋದ್ ಕುಮಾರ ಇನ್ನಿತರರು ಹಾಜರಿದ್ದರು. bbox=[1048, 1372, 1236, 1536]
column-divider bbox=[639, 1790, 640, 1996]
article1-col2: ಪುರಸಭೆಯ ಬೊಕ್ಕಸಕ್ಕೆ ಲಕ್ಷಾಂತರ ರೂಪಾಯಿ ಹಣವನ್ನು ನಷ್ಟಪಡಿಸಲಾಗುತ್ತಿದೆ. ಪುರಸಭೆಯ ಎಲ್ಲಾ ಆಡಳಿತ ವ್ಯವಹಾರಗಳು ಪಾರದರ್ಶಕವಾಗಿ ಬಹಿರಂಗವಾಗಿ ನಡೆಯಬೇಕು ದೇಶದ ಎಲ್ಲಾ ನಾಗರೀಕರಿಗೆ, ಪುರಸಭೆ ಸೇರಿದಂತೆ ಸ್ಥಳೀಯ ಸಂಸ್ಥೆಗಳಿಗೆ ಒಂದು ಕಾನೂನಾದರೆ ಕೆ.ಆರ್.ಪೇಟೆಯಲ್ಲಿ ಮಾತ್ರ ಅಂಧಾ ದರ್ಬಾರ್ ನಡೆಯುತ್ತಿದೆ. ಸಂವಿಧಾನ ಬದ್ಧವಾಗಿ ಬಹಿರಂಗ ಹರಾಜು ನಡೆಸಿ, ಕರಪತ್ರಗಳನ್ನು ಹಂಚಿ, ಪತ್ರಿಕೆಗಳಲ್ಲಿ ಸಾರ್ವಜನಿಕ ಪ್ರಕಟಣೆ ಹೊರಡಿಸಿ ವಾಣಿಜ್ಯ ಮಳಿಗೆಗಳು ಸೇರಿದಂತೆ ವಿವಿಧ ಬಾಬ್ತುಗಳ ಹರಾಜು ಪ್ರಕ್ರಿಯೆ ನಡೆಸಬೇಕು. ಆದರೆ ಕೆ.ಆರ್. ಪೇಟೆ ಪುರಸಭೆಯಲ್ಲಿ ಕಳೆದ 25 ವರ್ಷಗಳಿಂದ ವಾಣಿಜ್ಯ ಮಳಿಗೆಗಳ ಬಹಿರಂಗ ಹರಾಜು ನಡೆಸದೇ ಒಳಗೊಳಗೇ ಲಂಚದ ಹಣ ಪಡೆದುಕೊಂಡು ಪ್ರಸ್ತುತ ಅಂಗಡಿ ಮಳಿಗೆಗಳನ್ನು ಬಾಡಿಗೆಗೆ ಪಡೆದುಕೊಂಡಿರುವ bbox=[240, 264, 430, 458]
article5-headline-line1: ಇತಿಹಾಸ ಪ್ರಸಿದ್ಧ ಶ್ರೀ ಮಹಾಗಣಪತಿ bbox=[911, 1237, 1177, 1265]
article2-col3: ರಿಯಾಯಿತಿ ದರದಲ್ಲಿ ಲಭ್ಯವಿರುತ್ತದೆ ಎಂದು ಹೇಳಿದರು. ಬ್ರಾಹ್ಮಣ್ಯ ಎನ್ನುವುದು ಒಂದು ಜಾತಿಯಲ್ಲ ಅದೊಂದು ನಾಗರೀಕತೆಯ ಸಂಸ್ಕಾರವಾಗಿದೆ. bbox=[440, 992, 622, 1034]
article3-headline-line1: ದೈನಂದಿನ ವ್ಯವಹಾರಿಕ ಜೀವನಕ್ಕೆ bbox=[852, 661, 1119, 692]
page-number: 3 bbox=[48, 86, 120, 184]
